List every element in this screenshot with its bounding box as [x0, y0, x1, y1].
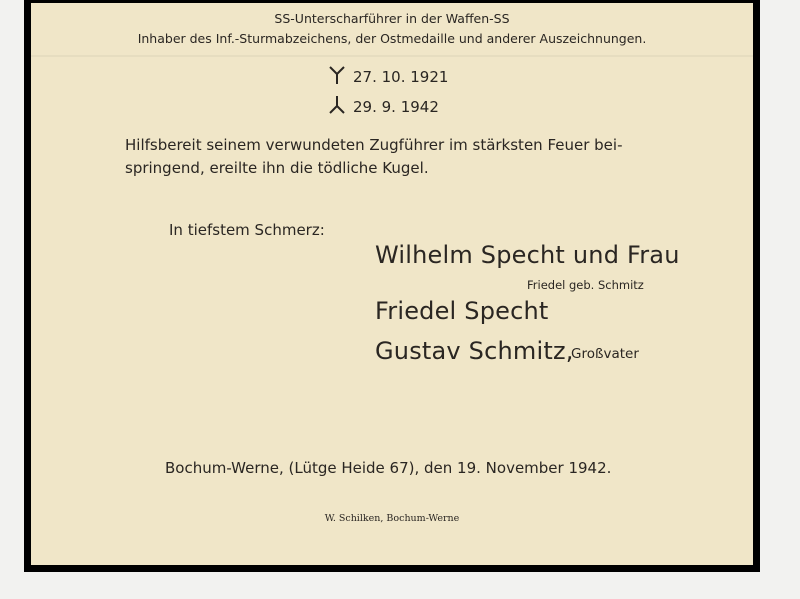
paper-fold	[31, 55, 753, 57]
mourner-note-1: Friedel geb. Schmitz	[527, 278, 644, 292]
card-paper	[31, 3, 753, 565]
printer-credit: W. Schilken, Bochum-Werne	[324, 513, 460, 524]
mourner-note-3: Großvater	[571, 346, 639, 362]
death-rune-icon	[327, 95, 347, 115]
death-notice-card	[24, 0, 760, 572]
birth-date: 27. 10. 1921	[353, 68, 449, 86]
statement-line-2: springend, ereilte ihn die tödliche Kugel.	[125, 159, 429, 177]
death-date: 29. 9. 1942	[353, 98, 439, 116]
life-rune-icon	[327, 65, 347, 85]
mourner-name-1: Wilhelm Specht und Frau	[375, 241, 680, 269]
death-date-row	[327, 95, 439, 116]
awards-line: Inhaber des Inf.-Sturmabzeichens, der Ostmedaille und anderer Auszeichnungen.	[137, 31, 647, 46]
statement-line-1: Hilfsbereit seinem verwundeten Zugführer im stärksten Feuer bei-	[125, 136, 623, 154]
mourners-intro: In tiefstem Schmerz:	[169, 221, 325, 239]
mourner-name-3: Gustav Schmitz,	[375, 337, 574, 365]
birth-date-row	[327, 65, 448, 86]
place-and-date: Bochum-Werne, (Lütge Heide 67), den 19. November 1942.	[165, 459, 612, 477]
rank-line: SS-Unterscharführer in der Waffen-SS	[274, 11, 510, 26]
mourner-name-2: Friedel Specht	[375, 297, 549, 325]
